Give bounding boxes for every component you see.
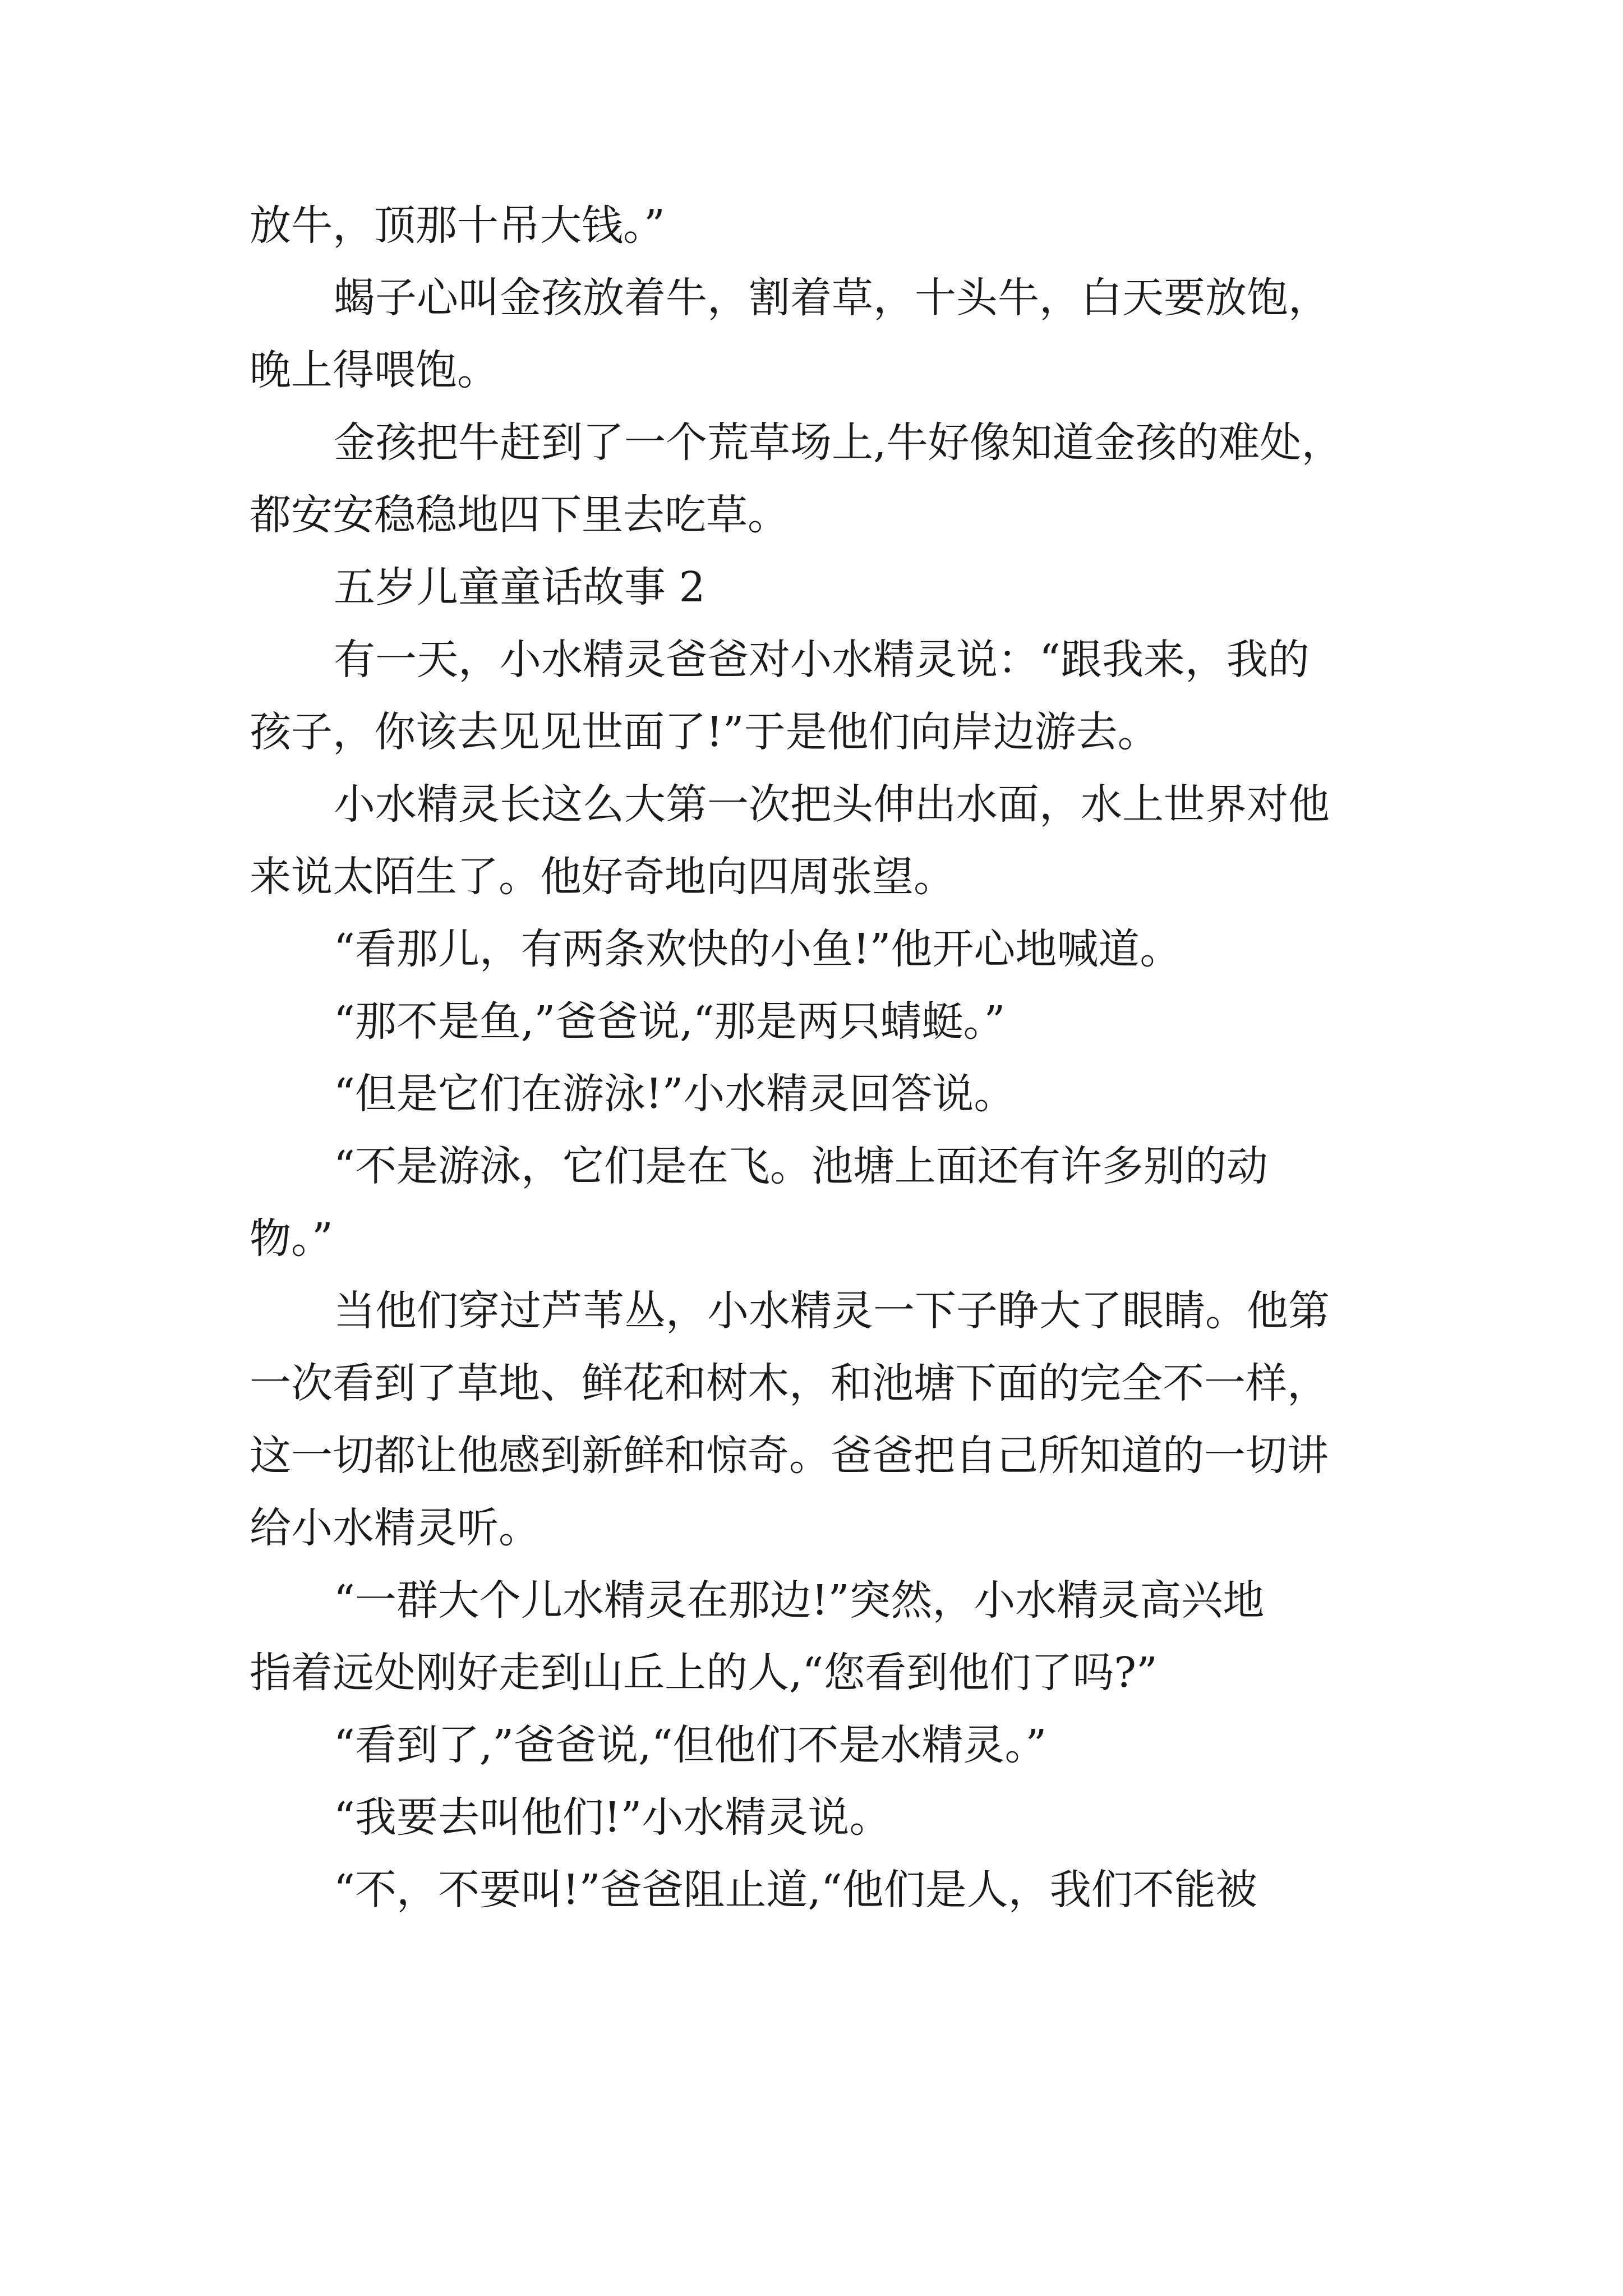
text-line: 孩子，你该去见见世面了!”于是他们向岸边游去。 (250, 708, 1159, 756)
text-line: “但是它们在游泳!”小水精灵回答说。 (334, 1070, 1016, 1118)
text-line: 晚上得喂饱。 (250, 346, 499, 394)
text-line: “一群大个儿水精灵在那边!”突然，小水精灵高兴地 (334, 1576, 1265, 1625)
text-line: 一次看到了草地、鲜花和树木，和池塘下面的完全不一样， (250, 1359, 1329, 1407)
text-line: 给小水精灵听。 (250, 1504, 540, 1552)
text-line: 蝎子心叫金孩放着牛，割着草，十头牛，白天要放饱， (334, 274, 1330, 322)
text-line: 小水精灵长这么大第一次把头伸出水面，水上世界对他 (334, 780, 1330, 829)
text-line: 这一切都让他感到新鲜和惊奇。爸爸把自己所知道的一切讲 (250, 1432, 1329, 1480)
section-heading: 五岁儿童童话故事 2 (334, 563, 706, 611)
text-line: 指着远处刚好走到山丘上的人,“您看到他们了吗?” (250, 1649, 1158, 1697)
text-line: “看到了,”爸爸说,“但他们不是水精灵。” (334, 1721, 1047, 1769)
text-line: 金孩把牛赶到了一个荒草场上,牛好像知道金孩的难处， (334, 418, 1343, 467)
text-line: “我要去叫他们!”小水精灵说。 (334, 1793, 891, 1842)
text-line: 物。” (250, 1214, 333, 1263)
text-line: “不是游泳，它们是在飞。池塘上面还有许多别的动 (334, 1142, 1268, 1190)
body-text (250, 190, 1399, 1926)
text-line: 有一天，小水精灵爸爸对小水精灵说：“跟我来，我的 (334, 636, 1310, 684)
text-line: 来说太陌生了。他好奇地向四周张望。 (250, 853, 955, 901)
text-line: “不，不要叫!”爸爸阻止道,“他们是人，我们不能被 (334, 1866, 1257, 1914)
text-line: “看那儿，有两条欢快的小鱼!”他开心地喊道。 (334, 925, 1182, 973)
text-line: 当他们穿过芦苇丛，小水精灵一下子睁大了眼睛。他第 (334, 1287, 1330, 1335)
text-line: “那不是鱼,”爸爸说,“那是两只蜻蜓。” (334, 997, 1006, 1046)
text-line: 放牛，顶那十吊大钱。” (250, 201, 665, 250)
text-line: 都安安稳稳地四下里去吃草。 (250, 491, 789, 539)
